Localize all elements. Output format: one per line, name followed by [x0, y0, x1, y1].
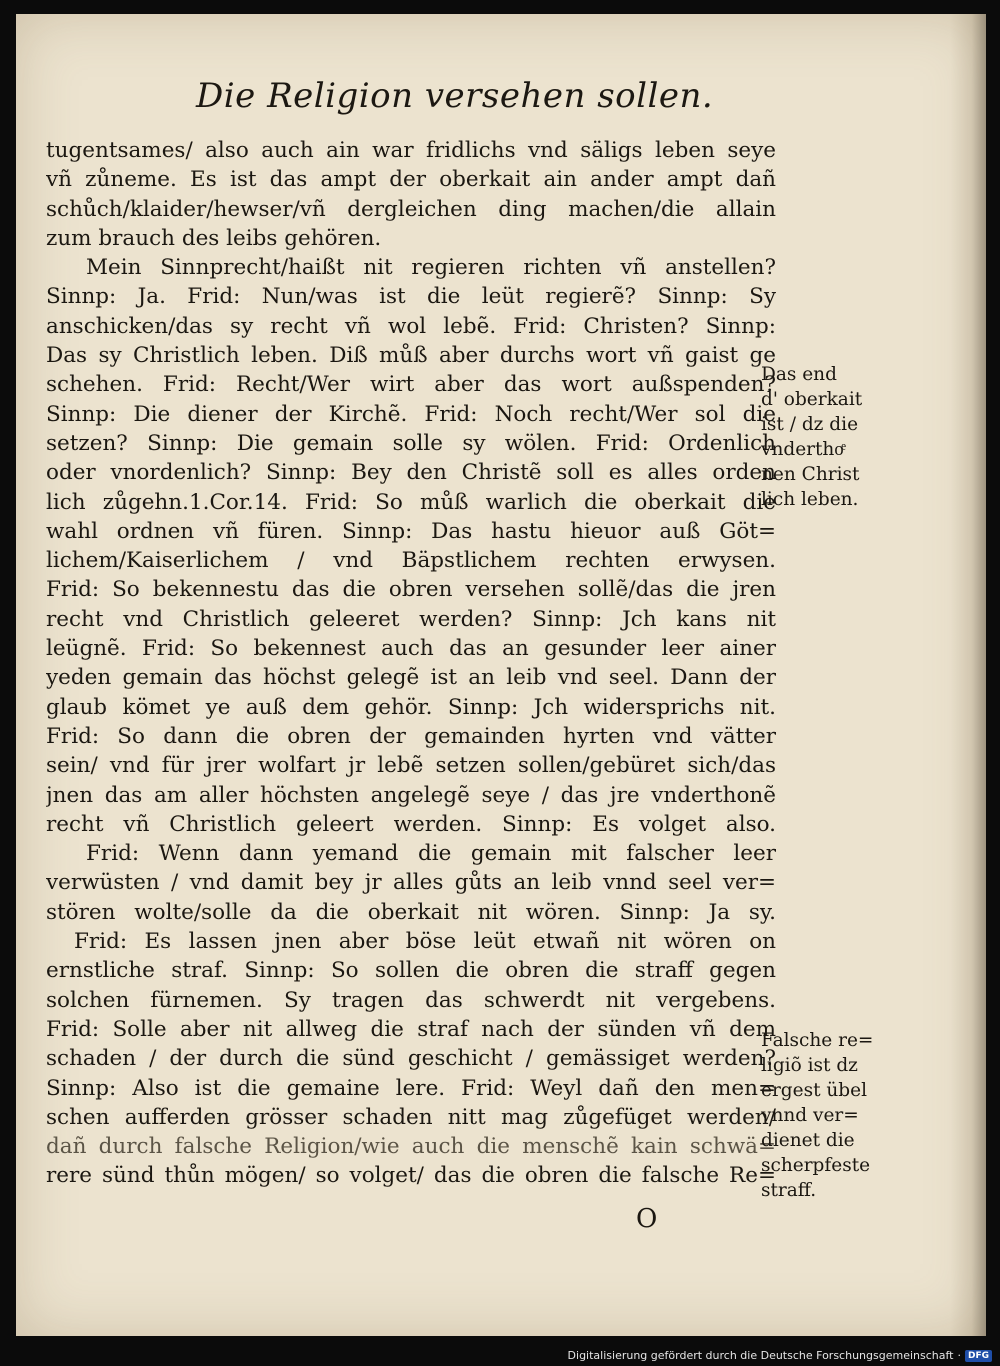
text-line: Das sy Christlich leben. Diß můß aber durchs wort vñ gaist ge: [46, 343, 776, 369]
text-line: recht vñ Christlich geleert werden. Sinnp: Es volget also.: [46, 811, 776, 837]
text-line: glaub kömet ye auß dem gehör. Sinnp: Jch widersprichs nit.: [46, 694, 776, 720]
marginal-note: [761, 362, 896, 512]
text-line: zum brauch des leibs gehören.: [46, 225, 382, 251]
text-line: yeden gemain das höchst gelegẽ ist an leib vnd seel. Dann der: [46, 665, 776, 691]
text-line: sein/ vnd für jrer wolfart jr lebẽ setzen sollen/gebüret sich/das: [46, 753, 776, 779]
text-line: Frid: Wenn dann yemand die gemain mit falscher leer: [86, 841, 776, 867]
text-line: Frid: So dann die obren der gemainden hyrten vnd vätter: [46, 723, 776, 749]
marginal-note-line: Falsche re=: [761, 1030, 874, 1051]
text-line: verwüsten / vnd damit bey jr alles gůts an leib vnnd seel ver=: [46, 870, 776, 896]
text-line: recht vnd Christlich geleeret werden? Sinnp: Jch kans nit: [46, 606, 776, 632]
marginal-note-line: d' oberkait: [761, 389, 863, 410]
marginal-note-line: scherpfeste: [761, 1155, 871, 1176]
marginal-note-line: dienet die: [761, 1130, 855, 1151]
digitization-footer: [568, 1349, 992, 1362]
text-line: setzen? Sinnp: Die gemain solle sy wölen. Frid: Ordenlich: [46, 430, 776, 456]
text-line: jnen das am aller höchsten angelegẽ seye / das jre vnderthonẽ: [46, 782, 776, 808]
text-line: tugentsames/ also auch ain war fridlichs vnd säligs leben seye: [46, 138, 776, 163]
text-line: anschicken/das sy recht vñ wol lebẽ. Frid: Christen? Sinnp:: [46, 313, 776, 339]
text-line: schehen. Frid: Recht/Wer wirt aber das wort außspenden?: [46, 372, 776, 398]
body-text: [46, 136, 776, 1191]
running-head: Die Religion versehen sollen.: [196, 76, 714, 116]
text-line: schaden / der durch die sünd geschicht / gemässiget werden?: [46, 1046, 776, 1072]
marginal-note-line: Das end: [761, 364, 837, 385]
text-line: schen aufferden grösser schaden nitt mag zůgefüget werden/: [46, 1104, 776, 1130]
text-line: solchen fürnemen. Sy tragen das schwerdt nit vergebens.: [46, 987, 776, 1013]
page-gutter-shadow: [950, 14, 986, 1336]
marginal-note-line: vnnd ver=: [761, 1105, 859, 1126]
text-line: schůch/klaider/hewser/vñ dergleichen ding machen/die allain: [46, 196, 776, 222]
text-line: oder vnordenlich? Sinnp: Bey den Christẽ soll es alles orden: [46, 460, 776, 486]
marginal-note: [761, 1028, 896, 1203]
marginal-note-line: lich leben.: [761, 489, 859, 510]
text-line: Frid: So bekennestu das die obren versehen sollẽ/das die jren: [46, 577, 776, 603]
text-line: lichem/Kaiserlichem / vnd Bäpstlichem rechten erwysen.: [46, 548, 776, 574]
signature-mark: O: [636, 1204, 658, 1234]
text-line: leügnẽ. Frid: So bekennest auch das an gesunder leer ainer: [46, 636, 776, 662]
dfg-logo-icon: DFG: [965, 1350, 992, 1362]
text-line: Sinnp: Die diener der Kirchẽ. Frid: Noch recht/Wer sol die: [46, 401, 776, 427]
marginal-note-line: ist / dz die: [761, 414, 859, 435]
text-line: ernstliche straf. Sinnp: So sollen die obren die straff gegen: [46, 958, 776, 984]
text-line: dañ durch falsche Religion/wie auch die menschẽ kain schwä=: [46, 1134, 776, 1160]
text-line: Mein Sinnprecht/haißt nit regieren richten vñ anstellen?: [86, 255, 776, 281]
text-line: stören wolte/solle da die oberkait nit wören. Sinnp: Ja sy.: [46, 899, 776, 925]
text-line: Sinnp: Also ist die gemaine lere. Frid: Weyl dañ den men=: [46, 1075, 776, 1101]
text-line: Sinnp: Ja. Frid: Nun/was ist die leüt regierẽ? Sinnp: Sy: [46, 284, 776, 310]
text-line: Frid: Es lassen jnen aber böse leüt etwañ nit wören on: [74, 929, 776, 955]
text-line: Frid: Solle aber nit allweg die straf nach der sünden vñ dem: [46, 1016, 776, 1042]
marginal-note-line: straff.: [761, 1180, 817, 1201]
text-line: vñ zůneme. Es ist das ampt der oberkait ain ander ampt dañ: [46, 167, 776, 193]
marginal-note-line: nen Christ: [761, 464, 860, 485]
footer-text: Digitalisierung gefördert durch die Deutsche Forschungsgemeinschaft: [567, 1349, 954, 1362]
text-line: rere sünd thůn mögen/ so volget/ das die obren die falsche Re=: [46, 1163, 776, 1189]
marginal-note-line: ligiõ ist dz: [761, 1055, 858, 1076]
book-page: [16, 14, 986, 1336]
marginal-note-line: vnderthoͤ: [761, 439, 844, 460]
text-line: wahl ordnen vñ füren. Sinnp: Das hastu hieuor auß Göt=: [46, 518, 776, 544]
footer-separator: ·: [957, 1349, 961, 1362]
text-line: lich zůgehn.1.Cor.14. Frid: So můß warlich die oberkait die: [46, 489, 776, 515]
marginal-note-line: ergest übel: [761, 1080, 868, 1101]
